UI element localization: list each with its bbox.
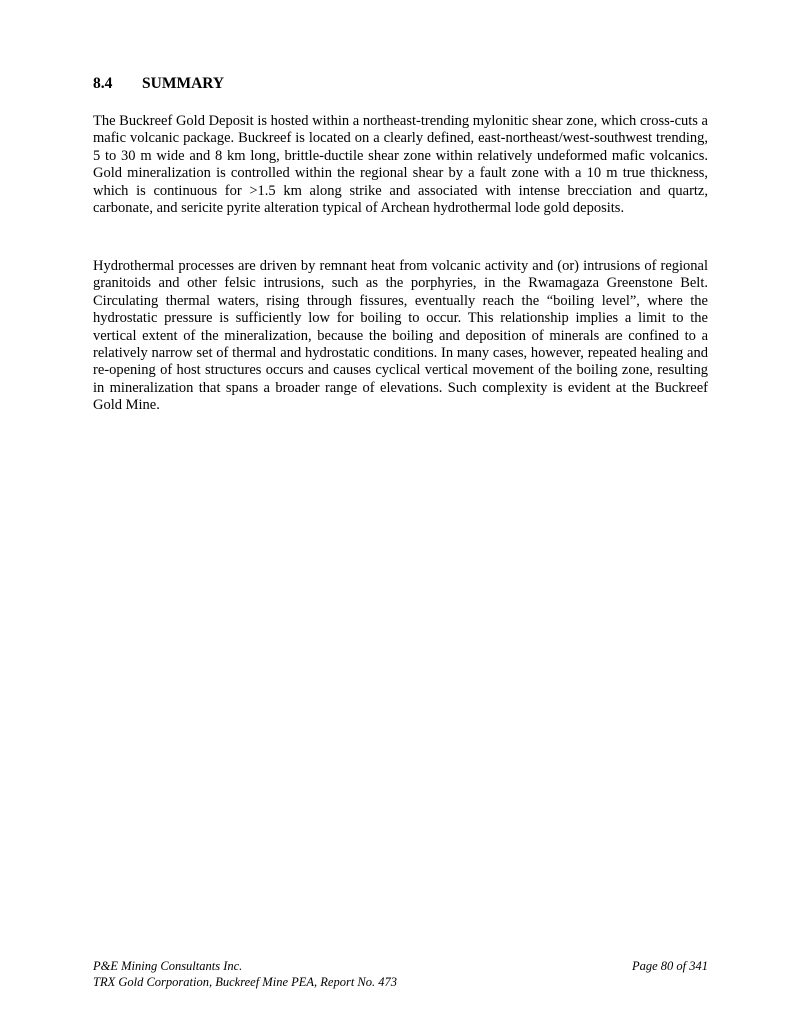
section-number: 8.4 [93, 75, 113, 92]
footer-row-bottom [93, 974, 708, 990]
section-title: SUMMARY [142, 75, 225, 92]
summary-paragraph-2: Hydrothermal processes are driven by remnant heat from volcanic activity and (or) intrusions of regional granitoids and other felsic intrusions, such as the porphyries, in the Rwamagaza Greenstone Belt. Circulating thermal waters, rising through fissures, eventually reach the “boiling level”, where the hydrostatic pressure is sufficiently low for boiling to occur. This relationship implies a limit to the vertical extent of the mineralization, because the boiling and deposition of minerals are confined to a relatively narrow set of thermal and hydrostatic conditions. In many cases, however, repeated healing and re-opening of host structures occurs and causes cyclical vertical movement of the boiling zone, resulting in mineralization that spans a broader range of elevations. Such complexity is evident at the Buckreef Gold Mine. [93, 258, 708, 414]
section-heading [93, 74, 224, 94]
footer-page-number: Page 80 of 341 [631, 959, 708, 973]
footer-row-top [93, 958, 708, 974]
footer-company: P&E Mining Consultants Inc. [93, 959, 243, 973]
page-footer [93, 958, 708, 990]
footer-report: TRX Gold Corporation, Buckreef Mine PEA, Report No. 473 [93, 975, 398, 989]
summary-paragraph-1: The Buckreef Gold Deposit is hosted within a northeast-trending mylonitic shear zone, which cross-cuts a mafic volcanic package. Buckreef is located on a clearly defined, east-northeast/west-southwest trending, 5 to 30 m wide and 8 km long, brittle-ductile shear zone within relatively undeformed mafic volcanics. Gold mineralization is controlled within the regional shear by a fault zone with a 10 m true thickness, which is continuous for >1.5 km along strike and associated with intense brecciation and quartz, carbonate, and sericite pyrite alteration typical of Archean hydrothermal lode gold deposits. [93, 113, 708, 217]
